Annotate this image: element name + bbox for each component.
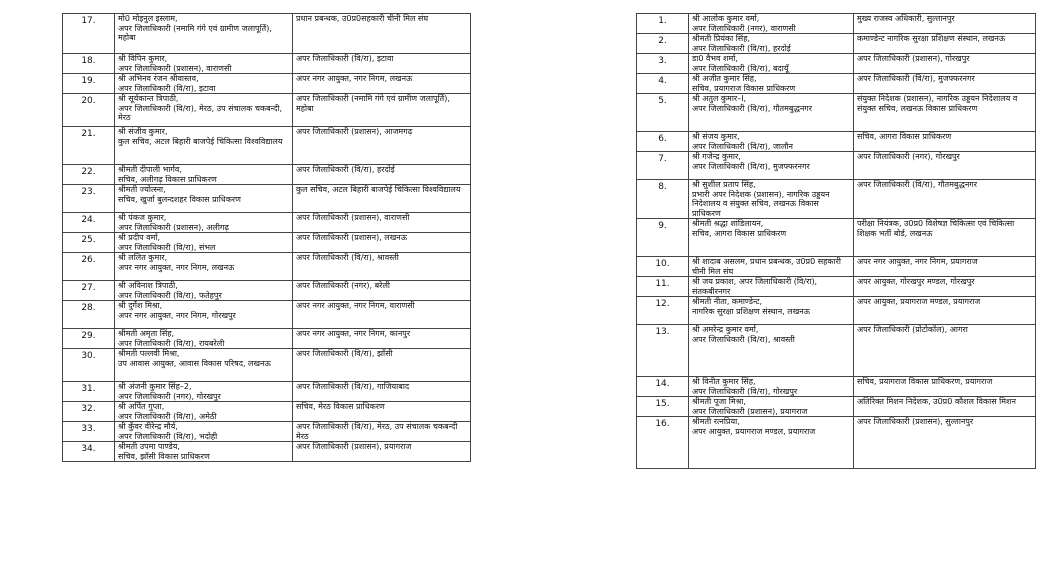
new-posting-cell: अपर जिलाधिकारी (वि/रा), मेरठ, उप संचालक चकबन्दी मेरठ — [293, 422, 471, 442]
officer-cell: श्री अंजनी कुमार सिंह–2, अपर जिलाधिकारी (नगर), गोरखपुर — [115, 382, 293, 402]
officer-cell: श्री शादाब असलम, प्रधान प्रबन्धक, उ0प्र0 सहकारी चीनी मिल संघ — [689, 257, 854, 277]
serial-number-cell: 30. — [63, 349, 115, 382]
serial-number-cell: 3. — [637, 54, 689, 74]
officer-cell: श्री कुँवर वीरेन्द्र मौर्य, अपर जिलाधिकारी (वि/रा), भदोही — [115, 422, 293, 442]
serial-number-cell: 28. — [63, 301, 115, 329]
table-row — [63, 233, 471, 253]
serial-number-cell: 18. — [63, 54, 115, 74]
table-row — [63, 422, 471, 442]
new-posting-cell: मुख्य राजस्व अधिकारी, सुल्तानपुर — [854, 14, 1036, 34]
serial-number-cell: 33. — [63, 422, 115, 442]
new-posting-cell: अपर जिलाधिकारी (वि/रा), श्रावस्ती — [293, 253, 471, 281]
new-posting-cell: अपर जिलाधिकारी (वि/रा), गाजियाबाद — [293, 382, 471, 402]
new-posting-cell: अपर जिलाधिकारी (नगर), बरेली — [293, 281, 471, 301]
officer-cell: श्री अविनाश त्रिपाठी, अपर जिलाधिकारी (वि/रा), फतेहपुर — [115, 281, 293, 301]
table-row — [63, 213, 471, 233]
officer-cell: श्रीमती नीता, कमाण्डेन्ट, नागरिक सुरक्षा प्रशिक्षण संस्थान, लखनऊ — [689, 297, 854, 325]
serial-number-cell: 26. — [63, 253, 115, 281]
new-posting-cell: अतिरिक्त मिशन निदेशक, उ0प्र0 कौशल विकास मिशन — [854, 397, 1036, 417]
table-row — [63, 382, 471, 402]
officer-cell: श्री पंकज कुमार, अपर जिलाधिकारी (प्रशासन), अलीगढ़ — [115, 213, 293, 233]
table-row — [637, 377, 1036, 397]
officer-cell: श्री विनीत कुमार सिंह, अपर जिलाधिकारी (वि/रा), गोरखपुर — [689, 377, 854, 397]
serial-number-cell: 1. — [637, 14, 689, 34]
new-posting-cell: अपर आयुक्त, प्रयागराज मण्डल, प्रयागराज — [854, 297, 1036, 325]
serial-number-cell: 31. — [63, 382, 115, 402]
new-posting-cell: सचिव, मेरठ विकास प्राधिकरण — [293, 402, 471, 422]
officer-cell: श्रीमती पल्लवी मिश्रा, उप आवास आयुक्त, आवास विकास परिषद, लखनऊ — [115, 349, 293, 382]
officer-cell: श्री अर्पित गुप्ता, अपर जिलाधिकारी (वि/रा), अमेठी — [115, 402, 293, 422]
table-row — [63, 74, 471, 94]
serial-number-cell: 5. — [637, 94, 689, 132]
new-posting-cell: अपर जिलाधिकारी (प्रशासन), सुल्तानपुर — [854, 417, 1036, 469]
serial-number-cell: 13. — [637, 325, 689, 377]
officer-cell: श्री दुर्गेश मिश्रा, अपर नगर आयुक्त, नगर निगम, गोरखपुर — [115, 301, 293, 329]
serial-number-cell: 27. — [63, 281, 115, 301]
serial-number-cell: 2. — [637, 34, 689, 54]
table-row — [63, 14, 471, 54]
officer-cell: मो0 मोइनुल इस्लाम, अपर जिलाधिकारी (नमामि गंगे एवं ग्रामीण जलापूर्ति), महोबा — [115, 14, 293, 54]
table-row — [63, 165, 471, 185]
officer-cell: श्री संजीव कुमार, कुल सचिव, अटल बिहारी बाजपेई चिकित्सा विश्वविद्यालय — [115, 127, 293, 165]
table-row — [63, 127, 471, 165]
new-posting-cell: अपर जिलाधिकारी (वि/रा), मुजफ्फरनगर — [854, 74, 1036, 94]
officer-cell: श्री संजय कुमार, अपर जिलाधिकारी (वि/रा), जालौन — [689, 132, 854, 152]
serial-number-cell: 21. — [63, 127, 115, 165]
officer-cell: श्री अजीत कुमार सिंह, सचिव, प्रयागराज विकास प्राधिकरण — [689, 74, 854, 94]
new-posting-cell: अपर आयुक्त, गोरखपुर मण्डल, गोरखपुर — [854, 277, 1036, 297]
new-posting-cell: कुल सचिव, अटल बिहारी बाजपेई चिकित्सा विश्वविद्यालय — [293, 185, 471, 213]
new-posting-cell: अपर जिलाधिकारी (वि/रा), हरदोई — [293, 165, 471, 185]
new-posting-cell: अपर नगर आयुक्त, नगर निगम, वाराणसी — [293, 301, 471, 329]
new-posting-cell: अपर जिलाधिकारी (नगर), गोरखपुर — [854, 152, 1036, 180]
table-row — [63, 329, 471, 349]
officer-cell: श्रीमती श्रद्धा शांडिलायन, सचिव, आगरा विकास प्राधिकरण — [689, 219, 854, 257]
table-row — [637, 94, 1036, 132]
serial-number-cell: 29. — [63, 329, 115, 349]
officer-cell: श्री प्रदीप वर्मा, अपर जिलाधिकारी (वि/रा), संभल — [115, 233, 293, 253]
officer-cell: श्रीमती अमृता सिंह, अपर जिलाधिकारी (वि/रा), रायबरेली — [115, 329, 293, 349]
officer-cell: श्री अमरेन्द्र कुमार वर्मा, अपर जिलाधिकारी (वि/रा), श्रावस्ती — [689, 325, 854, 377]
table-row — [637, 132, 1036, 152]
new-posting-cell: प्रधान प्रबन्धक, उ0प्र0सहकारी चीनी मिल संघ — [293, 14, 471, 54]
table-row — [637, 277, 1036, 297]
new-posting-cell: अपर जिलाधिकारी (प्रोटोकॉल), आगरा — [854, 325, 1036, 377]
officer-cell: श्रीमती रत्नप्रिया, अपर आयुक्त, प्रयागराज मण्डल, प्रयागराज — [689, 417, 854, 469]
officer-cell: श्री ललित कुमार, अपर नगर आयुक्त, नगर निगम, लखनऊ — [115, 253, 293, 281]
serial-number-cell: 7. — [637, 152, 689, 180]
serial-number-cell: 15. — [637, 397, 689, 417]
serial-number-cell: 11. — [637, 277, 689, 297]
table-row — [637, 180, 1036, 219]
new-posting-cell: अपर जिलाधिकारी (वि/रा), गौतमबुद्धनगर — [854, 180, 1036, 219]
officer-cell: श्री गजेन्द्र कुमार, अपर जिलाधिकारी (वि/रा), मुजफ्फरनगर — [689, 152, 854, 180]
new-posting-cell: अपर जिलाधिकारी (प्रशासन), वाराणसी — [293, 213, 471, 233]
officer-cell: श्रीमती पूजा मिश्रा, अपर जिलाधिकारी (प्रशासन), प्रयागराज — [689, 397, 854, 417]
new-posting-cell: परीक्षा नियंत्रक, उ0प्र0 विशेषज्ञ चिकित्सा एवं चिकित्सा शिक्षक भर्ती बोर्ड, लखनऊ — [854, 219, 1036, 257]
table-row — [637, 297, 1036, 325]
table-row — [63, 349, 471, 382]
officer-cell: श्रीमती ज्योत्स्ना, सचिव, खुर्जा बुलन्दशहर विकास प्राधिकरण — [115, 185, 293, 213]
new-posting-cell: अपर जिलाधिकारी (नमामि गंगे एवं ग्रामीण जलापूर्ति), महोबा — [293, 94, 471, 127]
serial-number-cell: 4. — [637, 74, 689, 94]
officer-cell: श्री सुशील प्रताप सिंह, प्रभारी अपर निदेशक (प्रशासन), नागरिक उड्डयन निदेशालय व संयुक्त सचिव, लखनऊ विकास प्राधिकरण — [689, 180, 854, 219]
table-row — [637, 325, 1036, 377]
serial-number-cell: 22. — [63, 165, 115, 185]
new-posting-cell: अपर जिलाधिकारी (वि/रा), इटावा — [293, 54, 471, 74]
officer-cell: श्री आलोक कुमार वर्मा, अपर जिलाधिकारी (नगर), वाराणसी — [689, 14, 854, 34]
new-posting-cell: अपर जिलाधिकारी (प्रशासन), प्रयागराज — [293, 442, 471, 462]
serial-number-cell: 24. — [63, 213, 115, 233]
new-posting-cell: अपर जिलाधिकारी (प्रशासन), आजमगढ़ — [293, 127, 471, 165]
officer-cell: श्री सूर्यकान्त त्रिपाठी, अपर जिलाधिकारी (वि/रा), मेरठ, उप संचालक चकबन्दी, मेरठ — [115, 94, 293, 127]
table-row — [63, 94, 471, 127]
serial-number-cell: 32. — [63, 402, 115, 422]
serial-number-cell: 17. — [63, 14, 115, 54]
table-row — [637, 34, 1036, 54]
serial-number-cell: 6. — [637, 132, 689, 152]
serial-number-cell: 23. — [63, 185, 115, 213]
officer-cell: श्री विपिन कुमार, अपर जिलाधिकारी (प्रशासन), वाराणसी — [115, 54, 293, 74]
transfer-table-right — [636, 13, 1036, 469]
new-posting-cell: अपर जिलाधिकारी (प्रशासन), गोरखपुर — [854, 54, 1036, 74]
officer-cell: डा0 वैभव शर्मा, अपर जिलाधिकारी (वि/रा), बदायूँ — [689, 54, 854, 74]
transfer-table-left — [62, 13, 471, 462]
serial-number-cell: 20. — [63, 94, 115, 127]
serial-number-cell: 25. — [63, 233, 115, 253]
serial-number-cell: 34. — [63, 442, 115, 462]
table-row — [637, 257, 1036, 277]
table-row — [63, 442, 471, 462]
serial-number-cell: 12. — [637, 297, 689, 325]
table-row — [637, 74, 1036, 94]
table-row — [637, 152, 1036, 180]
table-row — [63, 402, 471, 422]
table-row — [63, 301, 471, 329]
new-posting-cell: अपर जिलाधिकारी (प्रशासन), लखनऊ — [293, 233, 471, 253]
new-posting-cell: कमाण्डेन्ट नागरिक सुरक्षा प्रशिक्षण संस्थान, लखनऊ — [854, 34, 1036, 54]
table-row — [63, 54, 471, 74]
new-posting-cell: सचिव, प्रयागराज विकास प्राधिकरण, प्रयागराज — [854, 377, 1036, 397]
officer-cell: श्री अतुल कुमार–I, अपर जिलाधिकारी (वि/रा), गौतमबुद्धनगर — [689, 94, 854, 132]
officer-cell: श्रीमती उपमा पाण्डेय, सचिव, झाँसी विकास प्राधिकरण — [115, 442, 293, 462]
serial-number-cell: 16. — [637, 417, 689, 469]
table-row — [637, 417, 1036, 469]
new-posting-cell: संयुक्त निदेशक (प्रशासन), नागरिक उड्डयन निदेशालय व संयुक्त सचिव, लखनऊ विकास प्राधिकरण — [854, 94, 1036, 132]
serial-number-cell: 9. — [637, 219, 689, 257]
serial-number-cell: 8. — [637, 180, 689, 219]
new-posting-cell: अपर नगर आयुक्त, नगर निगम, लखनऊ — [293, 74, 471, 94]
table-row — [637, 219, 1036, 257]
new-posting-cell: अपर नगर आयुक्त, नगर निगम, प्रयागराज — [854, 257, 1036, 277]
new-posting-cell: सचिव, आगरा विकास प्राधिकरण — [854, 132, 1036, 152]
officer-cell: श्री अभिनव रंजन श्रीवास्तव, अपर जिलाधिकारी (वि/रा), इटावा — [115, 74, 293, 94]
serial-number-cell: 19. — [63, 74, 115, 94]
table-row — [637, 397, 1036, 417]
new-posting-cell: अपर नगर आयुक्त, नगर निगम, कानपुर — [293, 329, 471, 349]
table-row — [637, 14, 1036, 34]
table-row — [63, 253, 471, 281]
table-row — [637, 54, 1036, 74]
table-row — [63, 185, 471, 213]
officer-cell: श्री जय प्रकाश, अपर जिलाधिकारी (वि/रा), संतकबीरनगर — [689, 277, 854, 297]
new-posting-cell: अपर जिलाधिकारी (वि/रा), झाँसी — [293, 349, 471, 382]
serial-number-cell: 10. — [637, 257, 689, 277]
officer-cell: श्रीमती प्रियंका सिंह, अपर जिलाधिकारी (वि/रा), हरदोई — [689, 34, 854, 54]
serial-number-cell: 14. — [637, 377, 689, 397]
officer-cell: श्रीमती दीपाली भार्गव, सचिव, अलीगढ़ विकास प्राधिकरण — [115, 165, 293, 185]
table-row — [63, 281, 471, 301]
